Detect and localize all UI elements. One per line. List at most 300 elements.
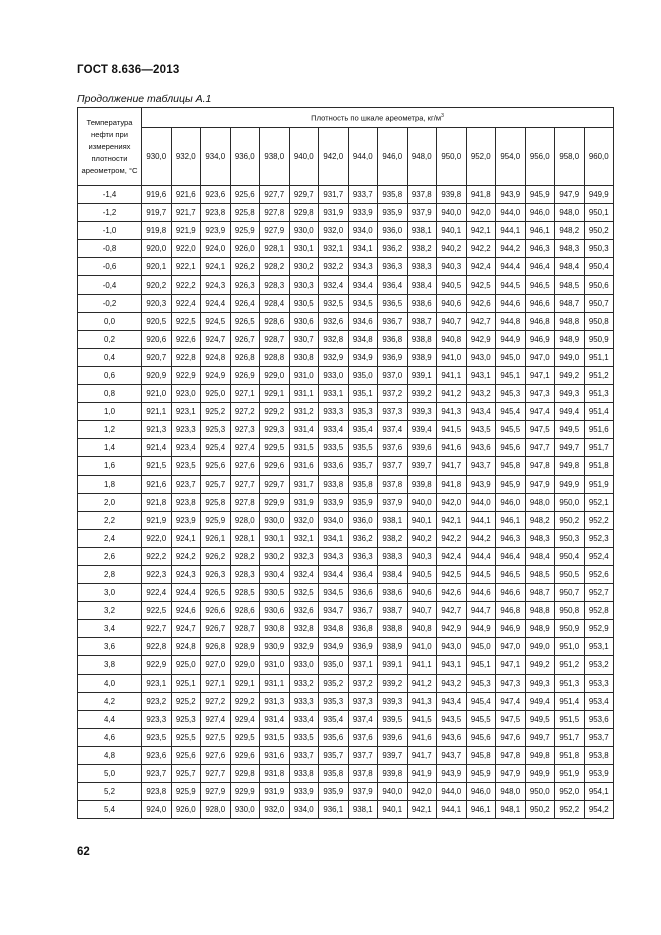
table-row bbox=[78, 366, 614, 384]
density-cell: 923,2 bbox=[142, 692, 172, 710]
density-cell: 944,0 bbox=[496, 204, 526, 222]
density-cell: 925,0 bbox=[201, 385, 231, 403]
density-cell: 926,7 bbox=[230, 330, 260, 348]
density-cell: 944,1 bbox=[466, 511, 496, 529]
density-cell: 944,1 bbox=[496, 222, 526, 240]
density-cell: 947,9 bbox=[555, 186, 585, 204]
density-cell: 921,0 bbox=[142, 385, 172, 403]
temperature-column-header: Температура нефти при измерениях плотности ареометром, °С bbox=[78, 108, 142, 186]
table-row bbox=[78, 746, 614, 764]
density-cell: 948,3 bbox=[525, 529, 555, 547]
density-cell: 933,8 bbox=[319, 475, 349, 493]
temperature-cell: 0,2 bbox=[78, 330, 142, 348]
table-row bbox=[78, 674, 614, 692]
density-cell: 948,2 bbox=[525, 511, 555, 529]
density-column-headers bbox=[78, 128, 614, 186]
density-cell: 940,0 bbox=[437, 204, 467, 222]
density-cell: 944,0 bbox=[437, 783, 467, 801]
density-cell: 925,2 bbox=[171, 692, 201, 710]
density-cell: 928,2 bbox=[260, 258, 290, 276]
density-cell: 924,8 bbox=[201, 348, 231, 366]
density-cell: 935,0 bbox=[319, 656, 349, 674]
density-cell: 950,7 bbox=[584, 294, 614, 312]
density-cell: 929,1 bbox=[260, 385, 290, 403]
density-cell: 934,6 bbox=[348, 312, 378, 330]
density-column-header: 932,0 bbox=[171, 128, 201, 186]
temperature-cell: 3,6 bbox=[78, 638, 142, 656]
density-cell: 953,8 bbox=[584, 746, 614, 764]
density-cell: 946,0 bbox=[466, 783, 496, 801]
temperature-cell: -1,4 bbox=[78, 186, 142, 204]
density-cell: 932,0 bbox=[319, 222, 349, 240]
table-row bbox=[78, 620, 614, 638]
table-row bbox=[78, 638, 614, 656]
density-cell: 942,9 bbox=[466, 330, 496, 348]
table-row bbox=[78, 222, 614, 240]
density-cell: 930,0 bbox=[230, 801, 260, 819]
density-cell: 924,0 bbox=[142, 801, 172, 819]
density-cell: 925,7 bbox=[201, 475, 231, 493]
density-cell: 933,9 bbox=[348, 204, 378, 222]
density-cell: 929,0 bbox=[260, 366, 290, 384]
density-cell: 946,6 bbox=[525, 294, 555, 312]
temperature-cell: 4,2 bbox=[78, 692, 142, 710]
density-cell: 949,5 bbox=[555, 421, 585, 439]
density-cell: 935,9 bbox=[378, 204, 408, 222]
density-cell: 942,2 bbox=[437, 529, 467, 547]
density-cell: 941,6 bbox=[437, 439, 467, 457]
density-cell: 934,3 bbox=[319, 547, 349, 565]
density-cell: 939,7 bbox=[407, 457, 437, 475]
density-cell: 936,3 bbox=[378, 258, 408, 276]
density-cell: 943,2 bbox=[466, 385, 496, 403]
density-cell: 938,2 bbox=[407, 240, 437, 258]
temperature-cell: 2,0 bbox=[78, 493, 142, 511]
density-cell: 951,5 bbox=[555, 710, 585, 728]
density-cell: 947,9 bbox=[525, 475, 555, 493]
density-cell: 927,8 bbox=[260, 204, 290, 222]
density-cell: 930,7 bbox=[289, 330, 319, 348]
density-cell: 936,5 bbox=[378, 294, 408, 312]
density-cell: 948,3 bbox=[555, 240, 585, 258]
density-cell: 925,4 bbox=[201, 439, 231, 457]
density-cell: 941,0 bbox=[437, 348, 467, 366]
density-cell: 939,7 bbox=[378, 746, 408, 764]
density-cell: 922,4 bbox=[171, 294, 201, 312]
density-cell: 947,0 bbox=[525, 348, 555, 366]
density-cell: 931,4 bbox=[260, 710, 290, 728]
density-cell: 942,0 bbox=[407, 783, 437, 801]
density-cell: 951,3 bbox=[555, 674, 585, 692]
density-cell: 952,1 bbox=[584, 493, 614, 511]
density-cell: 949,9 bbox=[584, 186, 614, 204]
density-column-header: 936,0 bbox=[230, 128, 260, 186]
density-cell: 952,3 bbox=[584, 529, 614, 547]
density-cell: 943,1 bbox=[437, 656, 467, 674]
density-cell: 936,7 bbox=[378, 312, 408, 330]
density-cell: 933,8 bbox=[289, 765, 319, 783]
density-cell: 946,8 bbox=[525, 312, 555, 330]
density-cell: 919,6 bbox=[142, 186, 172, 204]
density-cell: 942,4 bbox=[437, 547, 467, 565]
table-row bbox=[78, 801, 614, 819]
density-cell: 948,0 bbox=[525, 493, 555, 511]
density-cell: 939,4 bbox=[407, 421, 437, 439]
density-cell: 945,9 bbox=[525, 186, 555, 204]
density-cell: 934,8 bbox=[319, 620, 349, 638]
document-code: ГОСТ 8.636—2013 bbox=[77, 64, 180, 76]
density-cell: 935,8 bbox=[348, 475, 378, 493]
density-cell: 925,9 bbox=[171, 783, 201, 801]
temperature-cell: 4,0 bbox=[78, 674, 142, 692]
density-cell: 949,3 bbox=[525, 674, 555, 692]
density-cell: 926,3 bbox=[230, 276, 260, 294]
temperature-cell: 2,4 bbox=[78, 529, 142, 547]
density-column-header: 940,0 bbox=[289, 128, 319, 186]
density-cell: 938,1 bbox=[407, 222, 437, 240]
density-cell: 948,8 bbox=[555, 312, 585, 330]
density-cell: 930,6 bbox=[260, 602, 290, 620]
density-cell: 949,2 bbox=[525, 656, 555, 674]
density-cell: 930,0 bbox=[260, 511, 290, 529]
density-cell: 928,1 bbox=[260, 240, 290, 258]
density-cell: 923,9 bbox=[201, 222, 231, 240]
density-cell: 938,7 bbox=[407, 312, 437, 330]
density-cell: 921,9 bbox=[142, 511, 172, 529]
density-cell: 940,1 bbox=[437, 222, 467, 240]
density-cell: 935,4 bbox=[319, 710, 349, 728]
density-cell: 942,1 bbox=[466, 222, 496, 240]
density-cell: 950,0 bbox=[525, 783, 555, 801]
density-cell: 936,6 bbox=[348, 584, 378, 602]
density-column-header: 930,0 bbox=[142, 128, 172, 186]
density-cell: 937,1 bbox=[348, 656, 378, 674]
density-cell: 923,8 bbox=[142, 783, 172, 801]
density-cell: 944,9 bbox=[496, 330, 526, 348]
density-cell: 938,2 bbox=[378, 529, 408, 547]
density-cell: 948,8 bbox=[525, 602, 555, 620]
density-cell: 933,4 bbox=[319, 421, 349, 439]
density-cell: 933,1 bbox=[319, 385, 349, 403]
density-cell: 931,1 bbox=[260, 674, 290, 692]
density-cell: 945,8 bbox=[466, 746, 496, 764]
density-cell: 948,5 bbox=[525, 565, 555, 583]
density-cell: 934,3 bbox=[348, 258, 378, 276]
density-cell: 936,0 bbox=[378, 222, 408, 240]
density-cell: 953,3 bbox=[584, 674, 614, 692]
density-cell: 947,6 bbox=[496, 728, 526, 746]
density-cell: 932,5 bbox=[289, 584, 319, 602]
density-cell: 946,1 bbox=[466, 801, 496, 819]
density-cell: 941,7 bbox=[437, 457, 467, 475]
density-column-header: 958,0 bbox=[555, 128, 585, 186]
temperature-cell: -0,2 bbox=[78, 294, 142, 312]
density-cell: 931,6 bbox=[289, 457, 319, 475]
density-cell: 945,8 bbox=[496, 457, 526, 475]
density-cell: 951,2 bbox=[584, 366, 614, 384]
density-cell: 941,5 bbox=[407, 710, 437, 728]
density-cell: 923,0 bbox=[171, 385, 201, 403]
density-cell: 933,0 bbox=[319, 366, 349, 384]
density-cell: 923,8 bbox=[171, 493, 201, 511]
density-cell: 942,5 bbox=[466, 276, 496, 294]
density-cell: 935,6 bbox=[319, 728, 349, 746]
density-cell: 932,3 bbox=[289, 547, 319, 565]
density-cell: 943,9 bbox=[437, 765, 467, 783]
density-cell: 943,6 bbox=[466, 439, 496, 457]
density-cell: 920,3 bbox=[142, 294, 172, 312]
density-cell: 920,7 bbox=[142, 348, 172, 366]
density-cell: 928,1 bbox=[230, 529, 260, 547]
density-cell: 949,9 bbox=[525, 765, 555, 783]
table-row bbox=[78, 421, 614, 439]
density-cell: 950,6 bbox=[584, 276, 614, 294]
density-cell: 940,3 bbox=[437, 258, 467, 276]
density-cell: 946,9 bbox=[525, 330, 555, 348]
density-cell: 940,0 bbox=[407, 493, 437, 511]
density-cell: 952,4 bbox=[584, 547, 614, 565]
density-cell: 920,9 bbox=[142, 366, 172, 384]
temperature-cell: 1,2 bbox=[78, 421, 142, 439]
table-row bbox=[78, 385, 614, 403]
density-cell: 933,5 bbox=[289, 728, 319, 746]
density-cell: 925,8 bbox=[201, 493, 231, 511]
density-cell: 936,0 bbox=[348, 511, 378, 529]
density-cell: 947,3 bbox=[525, 385, 555, 403]
density-cell: 945,4 bbox=[466, 692, 496, 710]
table-row bbox=[78, 439, 614, 457]
density-cell: 945,3 bbox=[496, 385, 526, 403]
density-cell: 934,5 bbox=[348, 294, 378, 312]
density-cell: 933,0 bbox=[289, 656, 319, 674]
density-cell: 948,1 bbox=[496, 801, 526, 819]
density-cell: 933,3 bbox=[319, 403, 349, 421]
density-cell: 940,7 bbox=[407, 602, 437, 620]
temperature-cell: 5,4 bbox=[78, 801, 142, 819]
density-cell: 940,8 bbox=[437, 330, 467, 348]
density-cell: 943,0 bbox=[466, 348, 496, 366]
density-cell: 938,6 bbox=[407, 294, 437, 312]
density-cell: 938,4 bbox=[407, 276, 437, 294]
density-cell: 931,0 bbox=[289, 366, 319, 384]
density-cell: 921,3 bbox=[142, 421, 172, 439]
density-cell: 942,6 bbox=[437, 584, 467, 602]
density-cell: 929,9 bbox=[260, 493, 290, 511]
density-cell: 942,1 bbox=[437, 511, 467, 529]
density-cell: 951,0 bbox=[555, 638, 585, 656]
density-cell: 947,7 bbox=[525, 439, 555, 457]
density-cell: 929,5 bbox=[260, 439, 290, 457]
density-cell: 944,7 bbox=[466, 602, 496, 620]
density-cell: 923,9 bbox=[171, 511, 201, 529]
density-cell: 941,1 bbox=[407, 656, 437, 674]
table-row bbox=[78, 348, 614, 366]
density-cell: 930,8 bbox=[289, 348, 319, 366]
table-row bbox=[78, 529, 614, 547]
temperature-cell: 0,8 bbox=[78, 385, 142, 403]
density-cell: 925,5 bbox=[171, 728, 201, 746]
density-cell: 951,7 bbox=[584, 439, 614, 457]
density-cell: 932,0 bbox=[289, 511, 319, 529]
density-cell: 940,2 bbox=[407, 529, 437, 547]
table-row bbox=[78, 692, 614, 710]
density-cell: 932,0 bbox=[260, 801, 290, 819]
density-cell: 923,4 bbox=[171, 439, 201, 457]
table-row bbox=[78, 294, 614, 312]
density-cell: 944,6 bbox=[466, 584, 496, 602]
density-cell: 924,0 bbox=[201, 240, 231, 258]
density-cell: 940,1 bbox=[378, 801, 408, 819]
density-cell: 933,2 bbox=[289, 674, 319, 692]
density-cell: 927,5 bbox=[201, 728, 231, 746]
density-cell: 938,4 bbox=[378, 565, 408, 583]
density-cell: 941,9 bbox=[407, 765, 437, 783]
density-cell: 925,6 bbox=[171, 746, 201, 764]
density-cell: 922,9 bbox=[171, 366, 201, 384]
density-cell: 944,8 bbox=[496, 312, 526, 330]
density-cell: 941,3 bbox=[437, 403, 467, 421]
density-cell: 936,9 bbox=[378, 348, 408, 366]
density-cell: 943,7 bbox=[437, 746, 467, 764]
density-cell: 923,8 bbox=[201, 204, 231, 222]
density-cell: 946,8 bbox=[496, 602, 526, 620]
density-cell: 936,3 bbox=[348, 547, 378, 565]
density-cell: 937,8 bbox=[407, 186, 437, 204]
density-cell: 935,3 bbox=[348, 403, 378, 421]
density-cell: 931,9 bbox=[289, 493, 319, 511]
density-cell: 948,4 bbox=[555, 258, 585, 276]
table-row bbox=[78, 710, 614, 728]
density-cell: 931,1 bbox=[289, 385, 319, 403]
density-cell: 924,1 bbox=[171, 529, 201, 547]
density-cell: 921,6 bbox=[142, 475, 172, 493]
density-cell: 950,2 bbox=[584, 222, 614, 240]
density-cell: 938,8 bbox=[407, 330, 437, 348]
temperature-cell: 2,6 bbox=[78, 547, 142, 565]
density-cell: 941,2 bbox=[437, 385, 467, 403]
temperature-cell: 3,0 bbox=[78, 584, 142, 602]
density-cell: 923,1 bbox=[171, 403, 201, 421]
density-cell: 947,5 bbox=[525, 421, 555, 439]
density-cell: 945,9 bbox=[466, 765, 496, 783]
density-cell: 943,2 bbox=[437, 674, 467, 692]
density-cell: 921,6 bbox=[171, 186, 201, 204]
density-cell: 943,9 bbox=[466, 475, 496, 493]
density-cell: 935,0 bbox=[348, 366, 378, 384]
density-cell: 941,7 bbox=[407, 746, 437, 764]
table-row bbox=[78, 186, 614, 204]
density-cell: 949,8 bbox=[555, 457, 585, 475]
density-cell: 927,0 bbox=[201, 656, 231, 674]
density-cell: 928,8 bbox=[260, 348, 290, 366]
density-cell: 934,8 bbox=[348, 330, 378, 348]
density-cell: 948,7 bbox=[555, 294, 585, 312]
density-cell: 951,6 bbox=[584, 421, 614, 439]
density-cell: 927,2 bbox=[230, 403, 260, 421]
density-cell: 935,9 bbox=[319, 783, 349, 801]
density-cell: 935,7 bbox=[319, 746, 349, 764]
density-cell: 945,9 bbox=[496, 475, 526, 493]
density-cell: 926,4 bbox=[230, 294, 260, 312]
density-cell: 923,3 bbox=[171, 421, 201, 439]
temperature-cell: 0,0 bbox=[78, 312, 142, 330]
density-cell: 924,4 bbox=[201, 294, 231, 312]
density-cell: 953,2 bbox=[584, 656, 614, 674]
table-row bbox=[78, 312, 614, 330]
density-cell: 942,4 bbox=[466, 258, 496, 276]
density-cell: 950,2 bbox=[525, 801, 555, 819]
density-cell: 928,3 bbox=[260, 276, 290, 294]
density-cell: 943,4 bbox=[437, 692, 467, 710]
density-cell: 947,1 bbox=[496, 656, 526, 674]
density-cell: 927,1 bbox=[201, 674, 231, 692]
density-cell: 950,9 bbox=[584, 330, 614, 348]
density-cell: 944,4 bbox=[466, 547, 496, 565]
density-cell: 925,1 bbox=[171, 674, 201, 692]
density-cell: 943,9 bbox=[496, 186, 526, 204]
unit-superscript: 3 bbox=[441, 112, 444, 119]
density-cell: 934,4 bbox=[319, 565, 349, 583]
density-cell: 936,7 bbox=[348, 602, 378, 620]
density-cell: 928,0 bbox=[230, 511, 260, 529]
density-cell: 950,9 bbox=[555, 620, 585, 638]
density-cell: 947,8 bbox=[525, 457, 555, 475]
density-cell: 949,5 bbox=[525, 710, 555, 728]
density-cell: 923,7 bbox=[171, 475, 201, 493]
temperature-cell: 1,4 bbox=[78, 439, 142, 457]
density-cell: 934,0 bbox=[289, 801, 319, 819]
density-cell: 933,7 bbox=[348, 186, 378, 204]
density-cell: 928,7 bbox=[260, 330, 290, 348]
density-cell: 926,1 bbox=[201, 529, 231, 547]
density-cell: 947,0 bbox=[496, 638, 526, 656]
density-column-header: 950,0 bbox=[437, 128, 467, 186]
table-row bbox=[78, 258, 614, 276]
density-cell: 935,8 bbox=[378, 186, 408, 204]
density-cell: 945,4 bbox=[496, 403, 526, 421]
density-cell: 925,6 bbox=[230, 186, 260, 204]
page-number: 62 bbox=[77, 846, 90, 858]
density-cell: 924,2 bbox=[171, 547, 201, 565]
density-cell: 938,9 bbox=[407, 348, 437, 366]
density-cell: 931,5 bbox=[289, 439, 319, 457]
density-cell: 929,4 bbox=[230, 710, 260, 728]
density-cell: 927,1 bbox=[230, 385, 260, 403]
density-column-header: 934,0 bbox=[201, 128, 231, 186]
table-row bbox=[78, 547, 614, 565]
density-cell: 953,7 bbox=[584, 728, 614, 746]
density-cell: 935,5 bbox=[348, 439, 378, 457]
table-row bbox=[78, 240, 614, 258]
density-cell: 929,0 bbox=[230, 656, 260, 674]
density-cell: 922,5 bbox=[142, 602, 172, 620]
density-cell: 950,4 bbox=[584, 258, 614, 276]
density-cell: 953,9 bbox=[584, 765, 614, 783]
density-cell: 940,5 bbox=[437, 276, 467, 294]
density-cell: 935,9 bbox=[348, 493, 378, 511]
density-cell: 930,0 bbox=[289, 222, 319, 240]
table-row bbox=[78, 276, 614, 294]
density-cell: 951,9 bbox=[555, 765, 585, 783]
density-cell: 937,3 bbox=[378, 403, 408, 421]
density-cell: 936,4 bbox=[378, 276, 408, 294]
density-cell: 946,1 bbox=[525, 222, 555, 240]
density-cell: 940,3 bbox=[407, 547, 437, 565]
temperature-cell: 2,8 bbox=[78, 565, 142, 583]
density-cell: 935,7 bbox=[348, 457, 378, 475]
density-column-header: 952,0 bbox=[466, 128, 496, 186]
density-cell: 927,4 bbox=[201, 710, 231, 728]
